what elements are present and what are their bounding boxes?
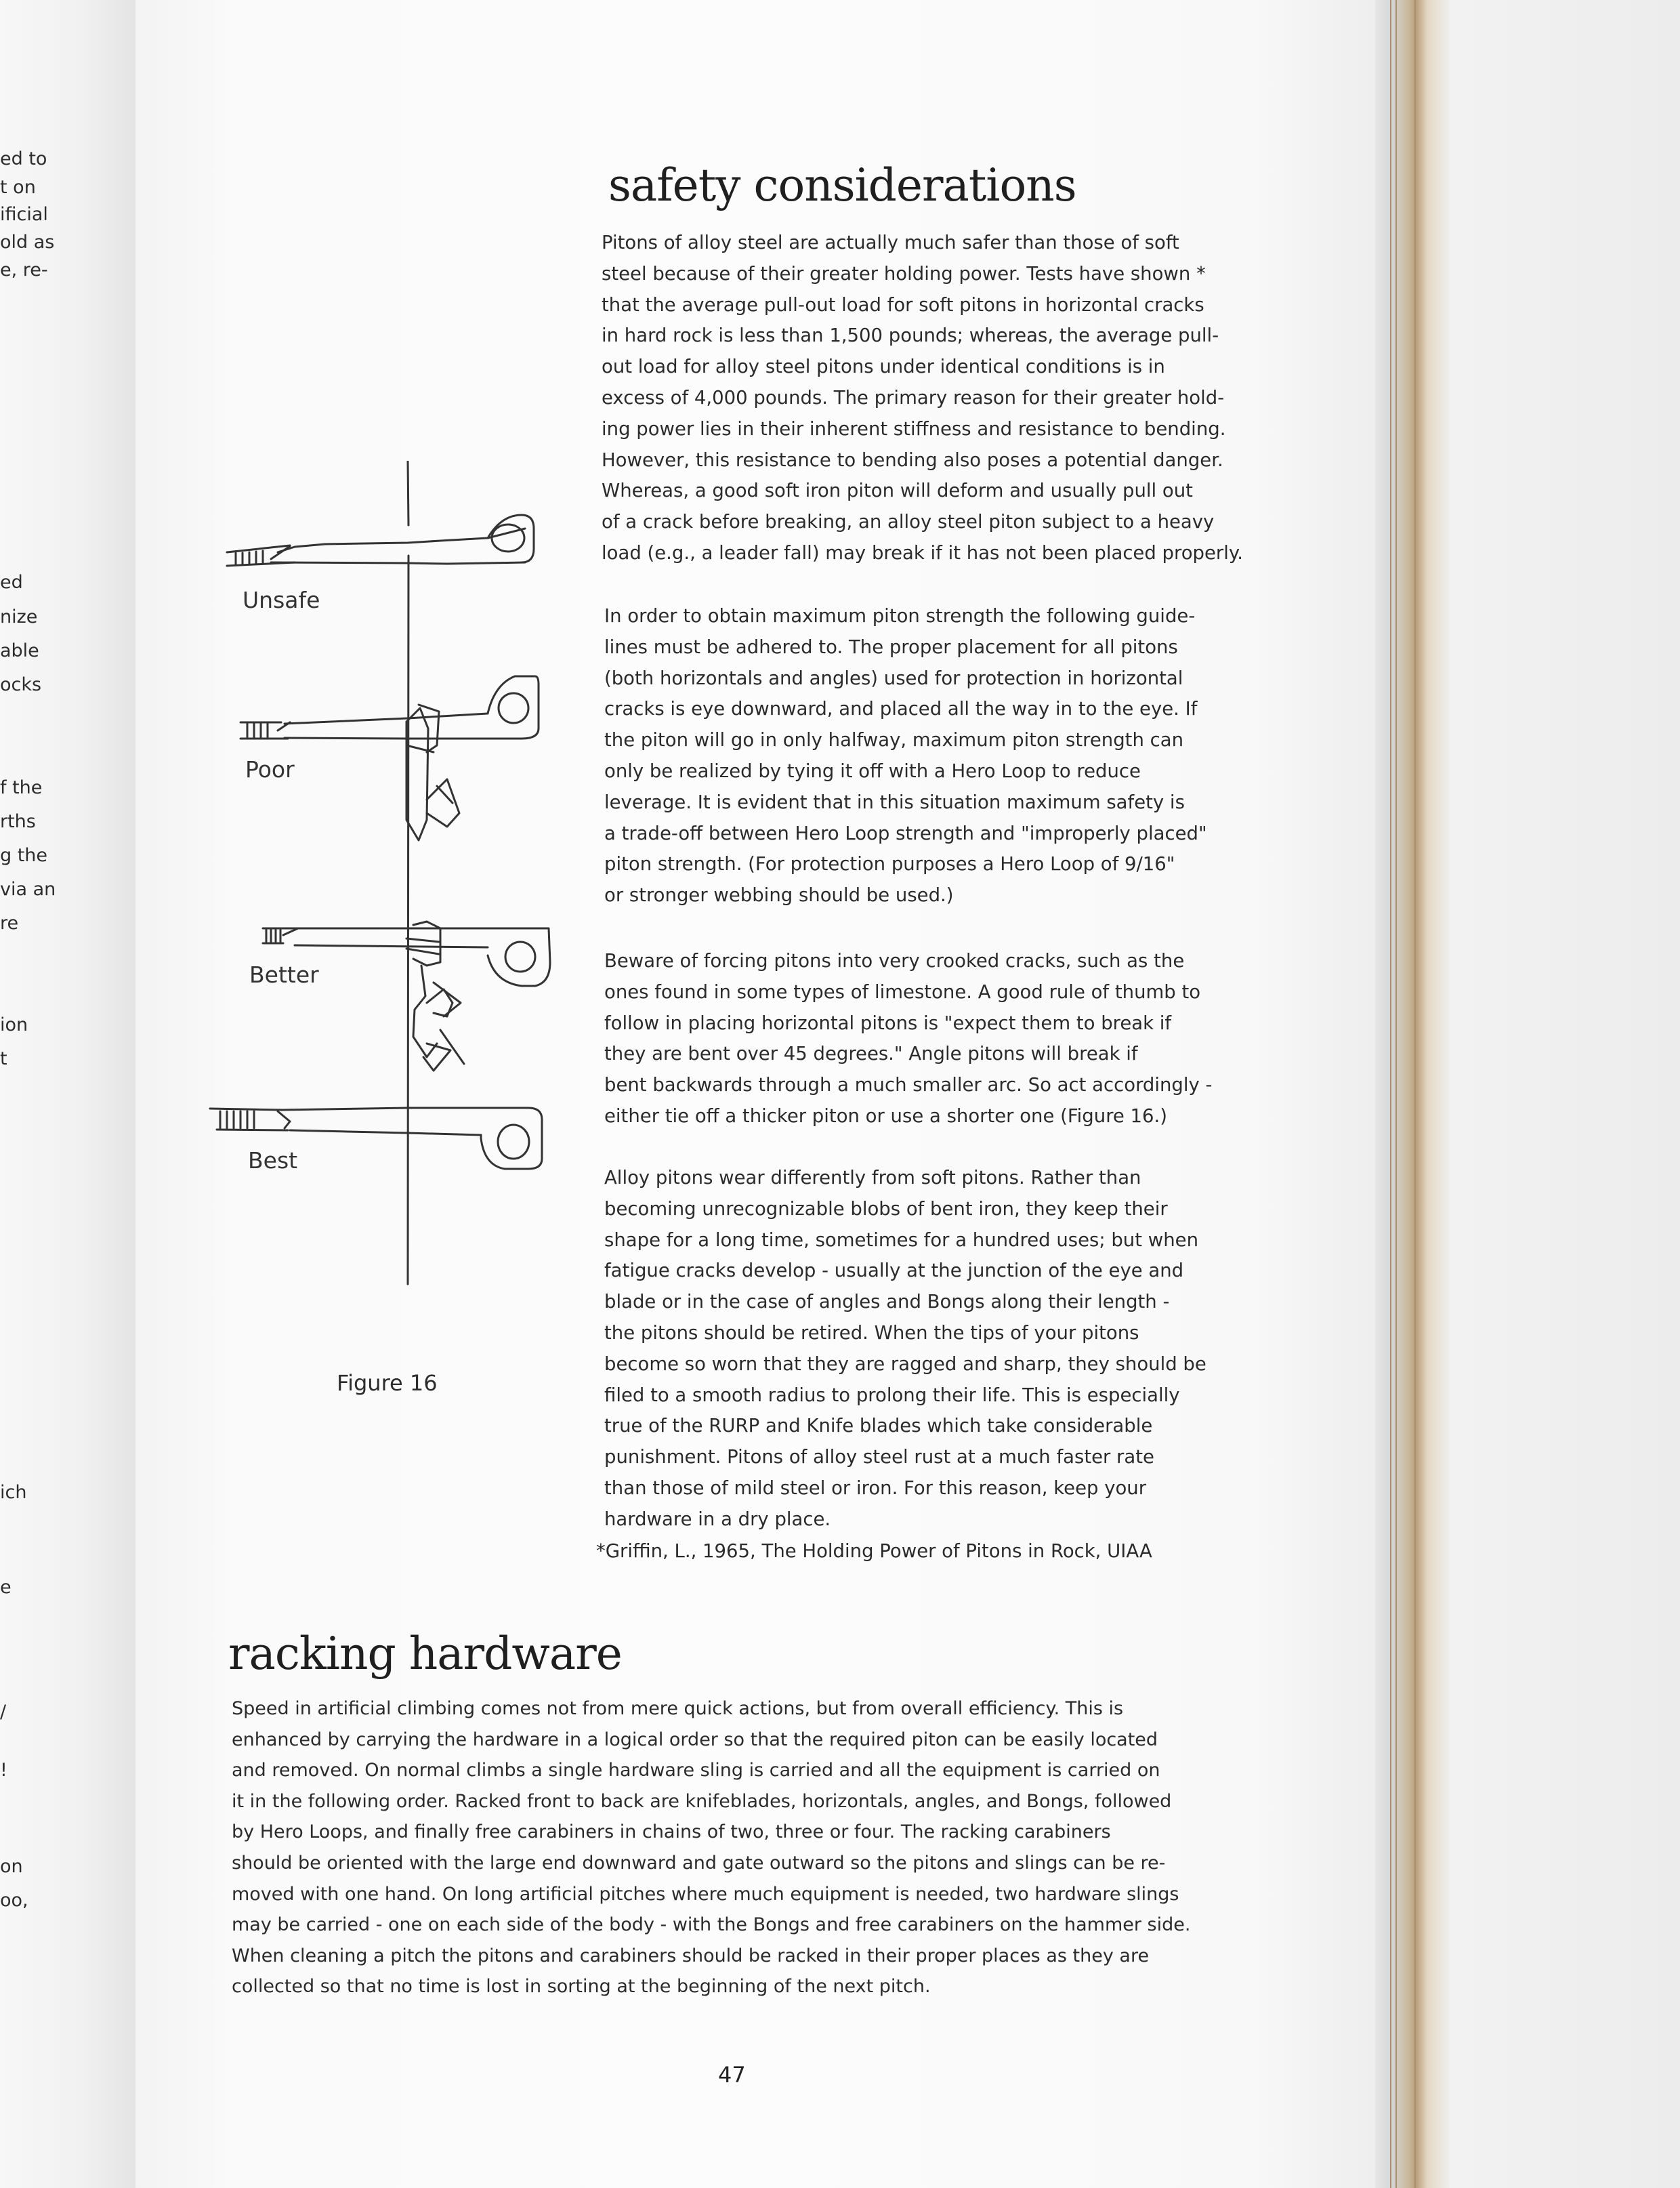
footnote — [596, 1536, 1152, 1567]
text-line: leverage. It is evident that in this situation maximum safety is — [604, 791, 1185, 813]
text-line: ing power lies in their inherent stiffness and resistance to bending. — [602, 417, 1226, 440]
left-page-text-fragment: re — [0, 913, 19, 934]
text-line: load (e.g., a leader fall) may break if it has not been placed properly. — [602, 541, 1243, 564]
text-line: either tie off a thicker piton or use a shorter one (Figure 16.) — [604, 1105, 1168, 1127]
left-page-text-fragment: t — [0, 1048, 7, 1069]
left-page-text-fragment: f the — [0, 777, 43, 798]
racking-heading: racking hardware — [228, 1628, 622, 1680]
text-line: lines must be adhered to. The proper placement for all pitons — [604, 636, 1178, 658]
left-page-text-fragment: able — [0, 640, 39, 661]
text-line: bent backwards through a much smaller arc. So act accordingly - — [604, 1074, 1213, 1096]
piton-better — [263, 922, 550, 1071]
left-page-text-fragment: g the — [0, 845, 48, 866]
text-line: steel because of their greater holding power. Tests have shown * — [602, 262, 1206, 285]
text-line: that the average pull-out load for soft pitons in horizontal cracks — [602, 293, 1204, 316]
text-line: Speed in artificial climbing comes not from mere quick actions, but from overall efficiency. This is — [232, 1698, 1124, 1719]
left-page-text-fragment: ed — [0, 572, 23, 593]
text-line: or stronger webbing should be used.) — [604, 884, 954, 907]
racking-paragraph — [232, 1693, 1190, 2002]
left-page-text-fragment: e — [0, 1577, 12, 1598]
figure-16-illustration — [203, 461, 555, 1294]
left-page-text-fragment: / — [0, 1701, 7, 1722]
text-line: than those of mild steel or iron. For this reason, keep your — [604, 1477, 1147, 1499]
left-page-text-fragment: via an — [0, 879, 56, 900]
left-page-text-fragment: ed to — [0, 148, 47, 169]
left-page-text-fragment: t on — [0, 177, 36, 198]
text-line: the pitons should be retired. When the tips of your pitons — [604, 1321, 1139, 1344]
text-line: cracks is eye downward, and placed all the way in to the eye. If — [604, 698, 1198, 720]
footnote-text: *Griffin, L., 1965, The Holding Power of Pitons in Rock, UIAA — [596, 1540, 1152, 1562]
text-line: Beware of forcing pitons into very crooked cracks, such as the — [604, 950, 1185, 972]
text-line: filed to a smooth radius to prolong their life. This is especially — [604, 1384, 1180, 1406]
text-line: However, this resistance to bending also poses a potential danger. — [602, 449, 1223, 471]
text-line: punishment. Pitons of alloy steel rust at a much faster rate — [604, 1446, 1154, 1468]
text-line: blade or in the case of angles and Bongs along their length - — [604, 1291, 1170, 1313]
text-line: collected so that no time is lost in sorting at the beginning of the next pitch. — [232, 1976, 931, 1998]
text-line: the piton will go in only halfway, maximum piton strength can — [604, 729, 1184, 751]
left-page-text-fragment: e, re- — [0, 260, 48, 281]
left-page-text-fragment: nize — [0, 606, 38, 627]
left-page-text-fragment: old as — [0, 232, 55, 253]
text-line: they are bent over 45 degrees." Angle pitons will break if — [604, 1043, 1138, 1065]
text-line: Pitons of alloy steel are actually much safer than those of soft — [602, 232, 1179, 253]
text-line: ones found in some types of limestone. A good rule of thumb to — [604, 981, 1201, 1003]
text-line: it in the following order. Racked front to back are knifeblades, horizontals, angles, and Bongs, followed — [232, 1790, 1172, 1812]
text-line: hardware in a dry place. — [604, 1508, 831, 1530]
safety-heading: safety considerations — [608, 159, 1076, 211]
text-line: become so worn that they are ragged and sharp, they should be — [604, 1353, 1206, 1375]
piton-unsafe — [227, 515, 534, 566]
left-page-text-fragment: on — [0, 1856, 23, 1877]
label-best: Best — [248, 1147, 298, 1174]
text-line: true of the RURP and Knife blades which take considerable — [604, 1415, 1153, 1437]
left-page-text-fragment: ificial — [0, 204, 48, 225]
text-line: enhanced by carrying the hardware in a logical order so that the required piton can be easily located — [232, 1729, 1158, 1750]
text-line: of a crack before breaking, an alloy steel piton subject to a heavy — [602, 511, 1215, 533]
text-line: Alloy pitons wear differently from soft pitons. Rather than — [604, 1167, 1141, 1189]
left-page-edge — [0, 0, 135, 2188]
safety-paragraph-4 — [604, 1163, 1206, 1535]
figure-caption: Figure 16 — [337, 1370, 438, 1396]
left-page-text-fragment: ! — [0, 1760, 7, 1781]
page-number: 47 — [718, 2062, 746, 2088]
left-page-text-fragment: rths — [0, 811, 36, 832]
text-line: should be oriented with the large end downward and gate outward so the pitons and slings can be re- — [232, 1852, 1166, 1874]
text-line: fatigue cracks develop - usually at the junction of the eye and — [604, 1260, 1184, 1282]
label-unsafe: Unsafe — [243, 587, 320, 613]
text-line: out load for alloy steel pitons under identical conditions is in — [602, 356, 1165, 378]
text-line: moved with one hand. On long artificial pitches where much equipment is needed, two hardware slings — [232, 1883, 1179, 1905]
text-line: becoming unrecognizable blobs of bent iron, they keep their — [604, 1197, 1168, 1220]
text-line: a trade-off between Hero Loop strength and "improperly placed" — [604, 822, 1207, 844]
text-line: Whereas, a good soft iron piton will deform and usually pull out — [602, 480, 1193, 502]
label-better: Better — [249, 962, 319, 988]
text-line: and removed. On normal climbs a single hardware sling is carried and all the equipment is carried on — [232, 1760, 1160, 1781]
right-background — [1450, 0, 1680, 2188]
safety-paragraph-2 — [604, 601, 1207, 911]
text-line: in hard rock is less than 1,500 pounds; whereas, the average pull- — [602, 325, 1219, 347]
text-line: may be carried - one on each side of the body - with the Bongs and free carabiners on the hammer side. — [232, 1914, 1191, 1936]
left-page-text-fragment: oo, — [0, 1890, 28, 1911]
text-line: follow in placing horizontal pitons is "expect them to break if — [604, 1012, 1172, 1034]
book-binding — [1375, 0, 1450, 2188]
text-line: When cleaning a pitch the pitons and carabiners should be racked in their proper places as they are — [232, 1945, 1150, 1966]
text-line: shape for a long time, sometimes for a hundred uses; but when — [604, 1229, 1199, 1251]
left-page-text-fragment: ocks — [0, 674, 42, 695]
text-line: only be realized by tying it off with a Hero Loop to reduce — [604, 760, 1141, 782]
safety-paragraph-1 — [602, 228, 1243, 569]
safety-paragraph-3 — [604, 946, 1212, 1132]
text-line: excess of 4,000 pounds. The primary reason for their greater hold- — [602, 386, 1225, 409]
left-page-text-fragment: ich — [0, 1482, 27, 1503]
text-line: In order to obtain maximum piton strength the following guide- — [604, 605, 1196, 627]
text-line: piton strength. (For protection purposes a Hero Loop of 9/16" — [604, 853, 1175, 875]
text-line: (both horizontals and angles) used for protection in horizontal — [604, 667, 1183, 689]
label-poor: Poor — [245, 756, 295, 783]
left-page-text-fragment: ion — [0, 1014, 28, 1035]
text-line: by Hero Loops, and finally free carabiners in chains of two, three or four. The racking carabiners — [232, 1821, 1111, 1843]
